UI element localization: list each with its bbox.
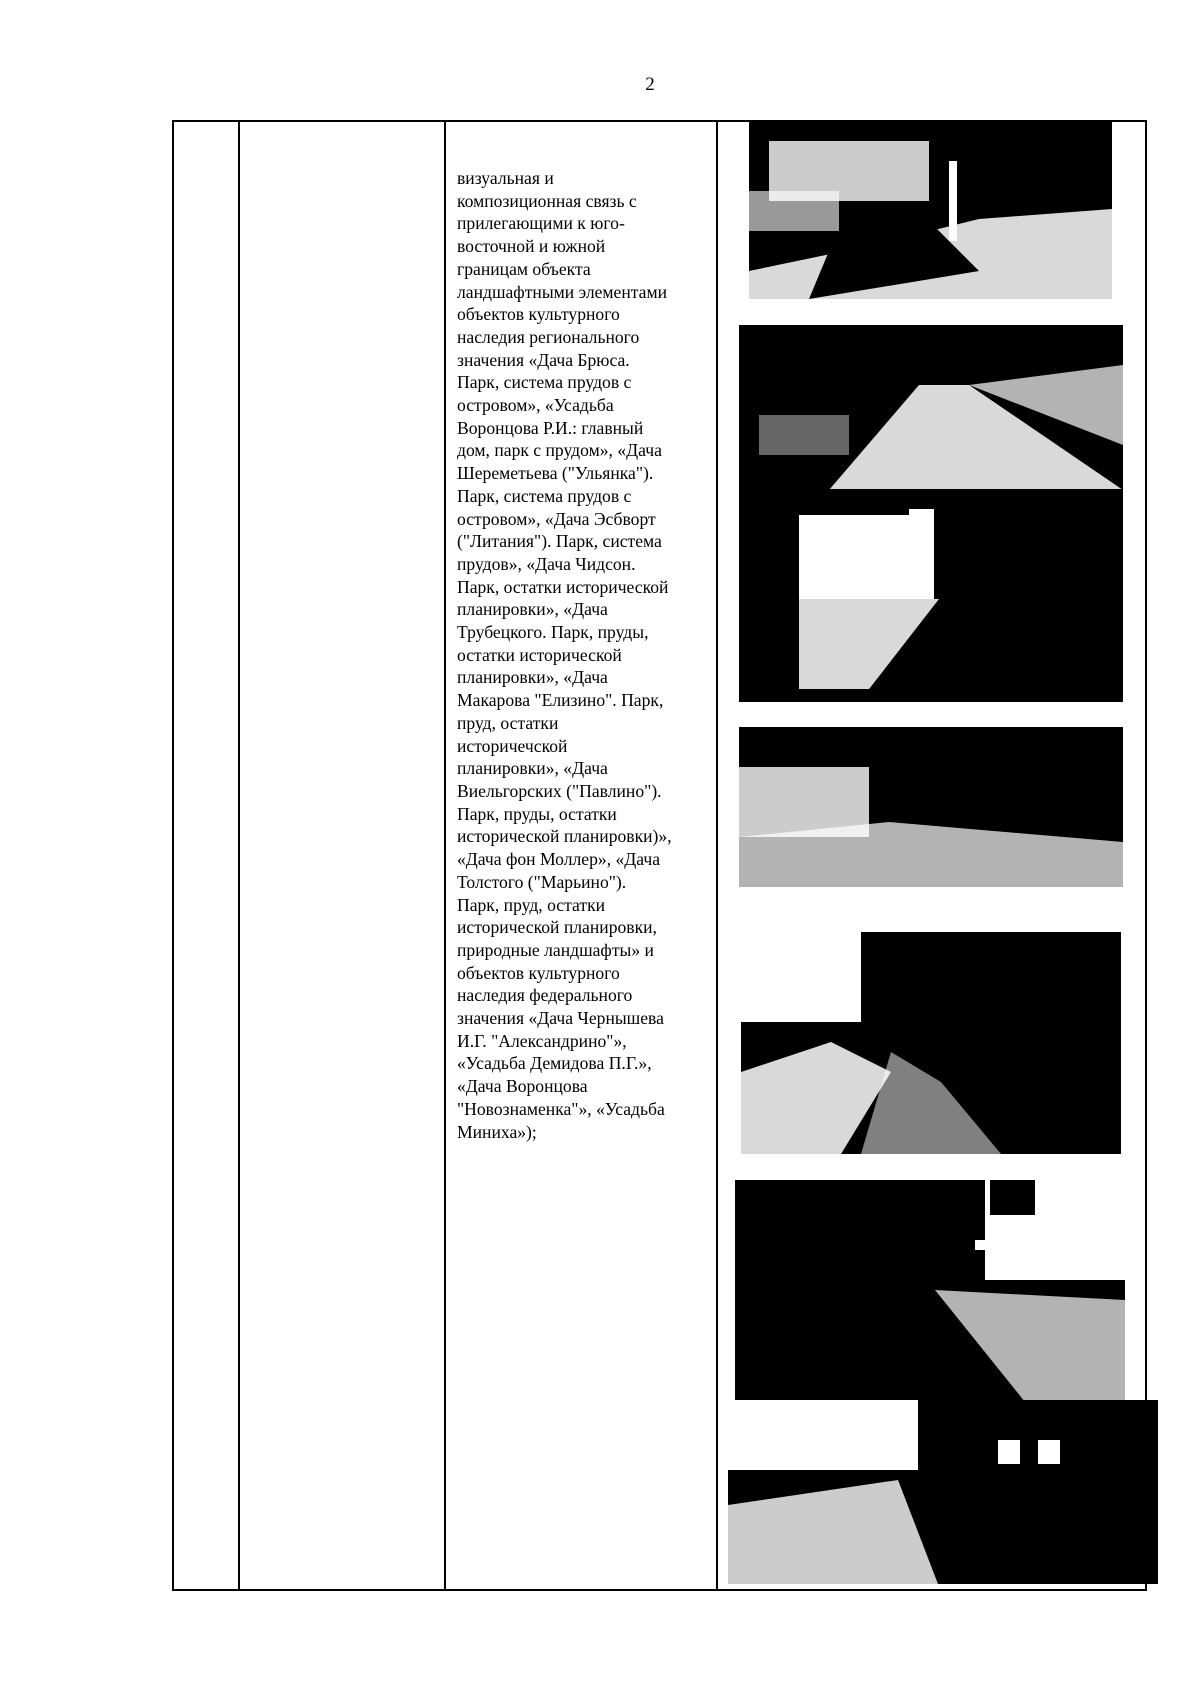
column-divider-1	[238, 120, 240, 1591]
photo-embankment-road	[749, 121, 1112, 299]
photo-railing-and-sign	[735, 1180, 1125, 1402]
page-number: 2	[645, 74, 655, 95]
photo-roadside-lawn	[739, 727, 1123, 905]
photo-path-with-fence	[739, 325, 1123, 490]
photo-street-with-cars	[728, 1400, 1158, 1584]
photo-traffic-light-road	[739, 489, 1123, 702]
column-divider-2	[444, 120, 446, 1591]
photo-trees-and-road	[741, 932, 1121, 1154]
description-cell: визуальная и композиционная связь с прилегающими к юго- восточной и южной границам объекта ландшафтными элементами объектов культурного наследия регионального значения «Дача Брюса. Парк, система прудов с островом», «Усадьба Воронцова Р.И.: главный дом, парк с прудом», «Дача Шереметьева ("Ульянка"). Парк, система прудов с островом», «Дача Эсбворт ("Литания"). Парк, система прудов», «Дача Чидсон. Парк, остатки исторической планировки», «Дача Трубецкого. Парк, пруды, остатки исторической планировки», «Дача Макарова "Елизино". Парк, пруд, остатки историчечской планировки», «Дача Виельгорских ("Павлино"). Парк, пруды, остатки исторической планировки)», «Дача фон Моллер», «Дача Толстого ("Марьино"). Парк, пруд, остатки исторической планировки, природные ландшафты» и объектов культурного наследия федерального значения «Дача Чернышева И.Г. "Александрино"», «Усадьба Демидова П.Г.», «Дача Воронцова "Новознаменка"», «Усадьба Миниха»);	[457, 168, 672, 1142]
